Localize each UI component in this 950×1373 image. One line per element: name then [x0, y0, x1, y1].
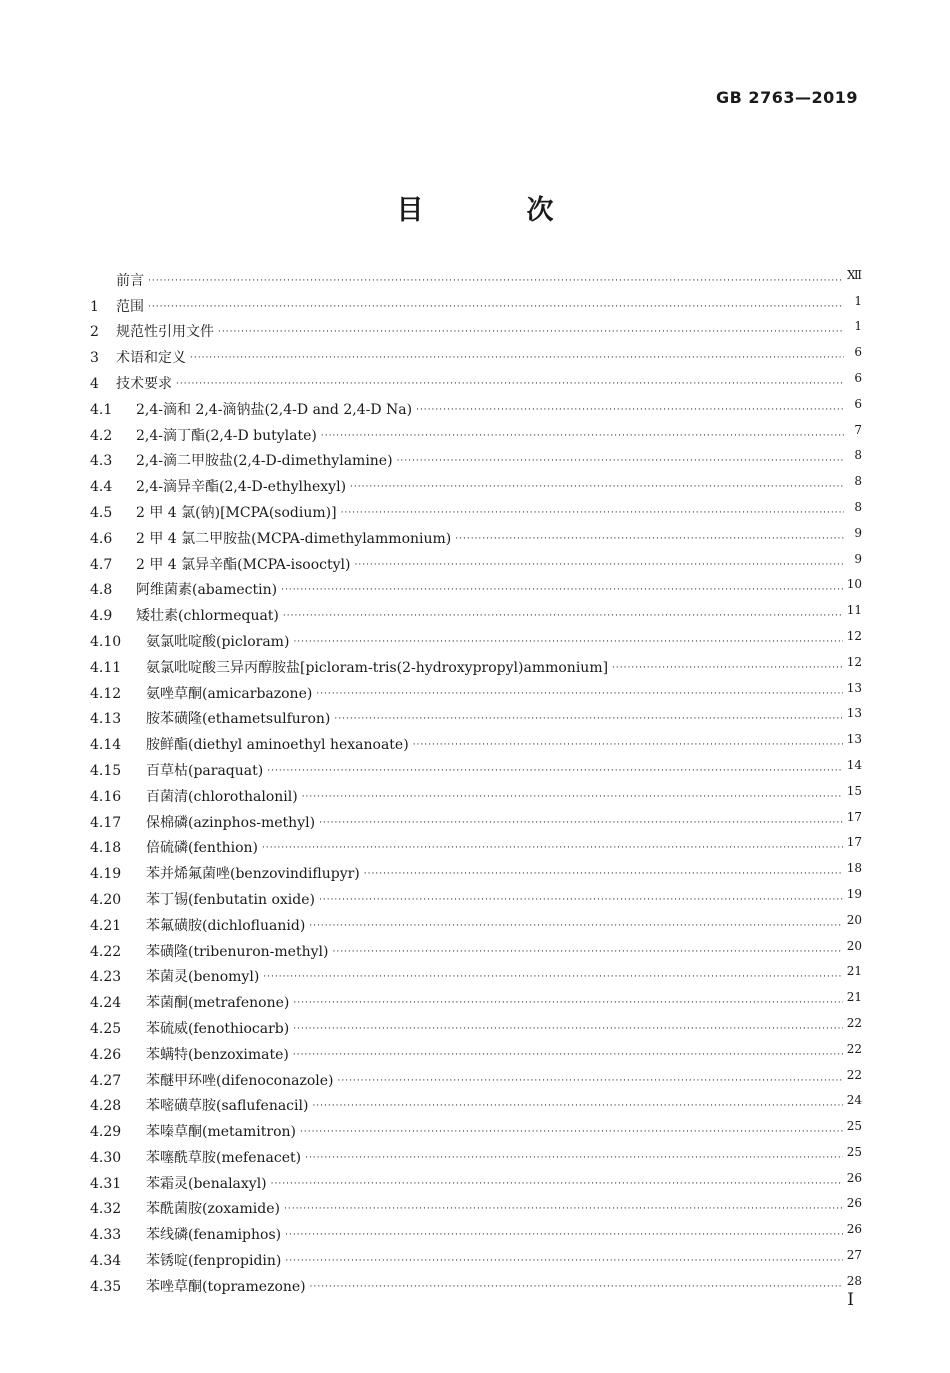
toc-entry-page: 22	[846, 1041, 862, 1056]
toc-leader-dots	[312, 1100, 842, 1115]
toc-entry-page: 25	[846, 1119, 862, 1134]
toc-entry-title: 苯硫威(fenothiocarb)	[146, 1020, 290, 1037]
toc-leader-dots	[218, 326, 844, 341]
toc-leader-dots	[302, 791, 843, 806]
toc-entry-number: 4.8	[90, 582, 113, 599]
toc-entry[interactable]	[90, 1064, 862, 1090]
toc-entry-page: 9	[854, 551, 862, 566]
toc-entry[interactable]	[90, 393, 862, 419]
toc-entry-page: 26	[846, 1196, 862, 1211]
toc-entry[interactable]	[90, 754, 862, 780]
toc-entry[interactable]	[90, 806, 862, 832]
toc-leader-dots	[334, 713, 842, 728]
toc-entry-page: 14	[846, 757, 862, 772]
toc-entry-title: 阿维菌素(abamectin)	[136, 582, 278, 599]
toc-entry-page: 12	[846, 654, 862, 669]
toc-entry-page: 20	[846, 938, 862, 953]
toc-entry-title: 规范性引用文件	[116, 324, 214, 341]
toc-leader-dots	[176, 378, 844, 393]
toc-leader-dots	[263, 971, 842, 986]
toc-entry[interactable]	[90, 909, 862, 935]
toc-leader-dots	[148, 275, 843, 290]
toc-entry-page: 26	[846, 1222, 862, 1237]
toc-entry-number: 4.28	[90, 1098, 122, 1115]
toc-entry-page: 24	[846, 1093, 862, 1108]
toc-entry-title: 术语和定义	[116, 350, 186, 367]
toc-leader-dots	[281, 584, 843, 599]
toc-entry[interactable]	[90, 883, 862, 909]
toc-entry-number: 4.35	[90, 1278, 122, 1295]
toc-entry-title: 苯螨特(benzoximate)	[146, 1046, 289, 1063]
toc-entry-title: 2,4-滴丁酯(2,4-D butylate)	[136, 427, 317, 444]
toc-leader-dots	[267, 765, 842, 780]
toc-entry-title: 2,4-滴二甲胺盐(2,4-D-dimethylamine)	[136, 453, 393, 470]
toc-entry[interactable]	[90, 1244, 862, 1270]
toc-entry-number: 4.11	[90, 659, 122, 676]
toc-entry-page: 21	[846, 990, 862, 1005]
toc-entry-number: 4.22	[90, 943, 122, 960]
toc-entry-title: 前言	[116, 272, 144, 289]
toc-entry-page: 20	[846, 912, 862, 927]
toc-entry-page: 12	[846, 628, 862, 643]
toc-entry-number: 4.23	[90, 969, 122, 986]
toc-entry[interactable]	[90, 1167, 862, 1193]
toc-entry-page: 17	[846, 835, 862, 850]
toc-entry-number: 4.27	[90, 1072, 122, 1089]
toc-entry-page: 8	[854, 448, 862, 463]
toc-entry-number: 4.1	[90, 401, 113, 418]
toc-entry-page: 7	[854, 422, 862, 437]
toc-entry[interactable]	[90, 470, 862, 496]
toc-entry-title: 矮壮素(chlormequat)	[136, 608, 279, 625]
toc-entry-page: 6	[854, 370, 862, 385]
toc-leader-dots	[341, 507, 844, 522]
toc-entry-title: 倍硫磷(fenthion)	[146, 840, 258, 857]
toc-entry[interactable]	[90, 961, 862, 987]
toc-entry-number: 4.13	[90, 711, 122, 728]
toc-entry-page: 6	[854, 396, 862, 411]
toc-entry[interactable]	[90, 574, 862, 600]
toc-entry[interactable]	[90, 1115, 862, 1141]
toc-entry-title: 氨唑草酮(amicarbazone)	[146, 685, 313, 702]
toc-entry-page: 1	[854, 319, 862, 334]
toc-entry-number: 4.2	[90, 427, 113, 444]
toc-entry-page: 28	[846, 1273, 862, 1288]
toc-entry-page: 13	[846, 680, 862, 695]
toc-entry-number: 2	[90, 324, 99, 341]
toc-entry[interactable]	[90, 1090, 862, 1116]
toc-leader-dots	[285, 1255, 842, 1270]
toc-entry-number: 4.15	[90, 762, 122, 779]
toc-entry-title: 范围	[116, 298, 144, 315]
toc-entry-title: 苯菌酮(metrafenone)	[146, 995, 290, 1012]
toc-leader-dots	[300, 1126, 843, 1141]
toc-entry[interactable]	[90, 986, 862, 1012]
toc-entry-title: 苯嘧磺草胺(saflufenacil)	[146, 1098, 309, 1115]
toc-entry-page: 18	[846, 861, 862, 876]
toc-entry-page: 1	[854, 293, 862, 308]
toc-entry-page: 26	[846, 1170, 862, 1185]
toc-entry-title: 技术要求	[116, 375, 172, 392]
toc-entry-number: 4.9	[90, 608, 113, 625]
toc-entry-number: 3	[90, 350, 99, 367]
toc-entry-page: 8	[854, 474, 862, 489]
toc-entry-page: 25	[846, 1144, 862, 1159]
toc-entry[interactable]	[90, 703, 862, 729]
toc-entry-page: 9	[854, 525, 862, 540]
toc-leader-dots	[319, 817, 843, 832]
toc-entry-page: 10	[846, 577, 862, 592]
toc-leader-dots	[413, 739, 843, 754]
toc-entry[interactable]	[90, 496, 862, 522]
toc-leader-dots	[305, 1152, 843, 1167]
toc-entry[interactable]	[90, 316, 862, 342]
toc-entry-title: 2,4-滴和 2,4-滴钠盐(2,4-D and 2,4-D Na)	[136, 401, 413, 418]
toc-entry-number: 4.14	[90, 737, 122, 754]
toc-leader-dots	[397, 455, 844, 470]
toc-leader-dots	[612, 662, 843, 677]
toc-entry-number: 4.24	[90, 995, 122, 1012]
toc-entry[interactable]	[90, 367, 862, 393]
toc-entry-title: 氨氯吡啶酸三异丙醇胺盐[picloram-tris(2-hydroxypropyl)ammonium]	[146, 659, 609, 676]
toc-entry[interactable]	[90, 264, 862, 290]
toc-entry[interactable]	[90, 1012, 862, 1038]
toc-entry-number: 4.33	[90, 1227, 122, 1244]
toc-leader-dots	[284, 1203, 843, 1218]
toc-entry-title: 苯酰菌胺(zoxamide)	[146, 1201, 280, 1218]
toc-entry-page: 27	[846, 1248, 862, 1263]
toc-entry-title: 苯磺隆(tribenuron-methyl)	[146, 943, 329, 960]
toc-entry[interactable]	[90, 1141, 862, 1167]
toc-entry-number: 4.6	[90, 530, 113, 547]
toc-entry[interactable]	[90, 341, 862, 367]
toc-entry-title: 苯锈啶(fenpropidin)	[146, 1253, 282, 1270]
toc-entry-page: 11	[846, 603, 862, 618]
toc-entry-page: 13	[846, 706, 862, 721]
toc-entry-page: 21	[846, 964, 862, 979]
toc-entry-number: 4.26	[90, 1046, 122, 1063]
toc-entry-title: 胺鲜酯(diethyl aminoethyl hexanoate)	[146, 737, 409, 754]
toc-leader-dots	[190, 352, 844, 367]
toc-leader-dots	[283, 610, 843, 625]
toc-entry-page: 22	[846, 1067, 862, 1082]
toc-entry-title: 苯醚甲环唑(difenoconazole)	[146, 1072, 334, 1089]
toc-entry[interactable]	[90, 935, 862, 961]
toc-entry-number: 4.5	[90, 504, 113, 521]
toc-leader-dots	[262, 842, 843, 857]
toc-entry-title: 苯线磷(fenamiphos)	[146, 1227, 282, 1244]
toc-leader-dots	[316, 688, 842, 703]
toc-entry-title: 苯唑草酮(topramezone)	[146, 1278, 306, 1295]
toc-entry-number: 4.17	[90, 814, 122, 831]
table-of-contents	[90, 264, 862, 1296]
toc-leader-dots	[321, 430, 844, 445]
toc-entry-number: 4.16	[90, 788, 122, 805]
toc-leader-dots	[364, 868, 843, 883]
toc-entry[interactable]	[90, 290, 862, 316]
toc-entry-number: 4.4	[90, 479, 113, 496]
toc-entry[interactable]	[90, 1270, 862, 1296]
toc-leader-dots	[293, 1049, 843, 1064]
toc-entry-number: 4.3	[90, 453, 113, 470]
toc-leader-dots	[455, 533, 844, 548]
toc-entry-page: 8	[854, 499, 862, 514]
toc-entry[interactable]	[90, 548, 862, 574]
toc-entry-number: 4.34	[90, 1253, 122, 1270]
toc-entry[interactable]	[90, 1193, 862, 1219]
toc-entry-title: 苯嗪草酮(metamitron)	[146, 1124, 296, 1141]
toc-entry[interactable]	[90, 1218, 862, 1244]
toc-entry[interactable]	[90, 445, 862, 471]
toc-entry-title: 苯并烯氟菌唑(benzovindiflupyr)	[146, 866, 360, 883]
toc-entry-title: 百草枯(paraquat)	[146, 762, 264, 779]
toc-entry-number: 4.20	[90, 891, 122, 908]
toc-entry-page: 13	[846, 732, 862, 747]
toc-entry-title: 苯霜灵(benalaxyl)	[146, 1175, 267, 1192]
toc-entry-title: 苯氟磺胺(dichlofluanid)	[146, 917, 306, 934]
toc-entry[interactable]	[90, 419, 862, 445]
toc-entry-page: 6	[854, 345, 862, 360]
toc-leader-dots	[354, 559, 844, 574]
toc-entry-title: 2 甲 4 氯二甲胺盐(MCPA-dimethylammonium)	[136, 530, 452, 547]
toc-entry-title: 苯噻酰草胺(mefenacet)	[146, 1149, 302, 1166]
page-number: Ⅰ	[847, 1290, 854, 1310]
toc-entry-page: 19	[846, 886, 862, 901]
toc-leader-dots	[319, 894, 843, 909]
toc-leader-dots	[293, 997, 842, 1012]
toc-entry-page: 15	[846, 783, 862, 798]
toc-entry[interactable]	[90, 780, 862, 806]
toc-entry[interactable]	[90, 677, 862, 703]
standard-number: GB 2763—2019	[716, 88, 858, 107]
toc-entry-title: 胺苯磺隆(ethametsulfuron)	[146, 711, 331, 728]
toc-entry-number: 1	[90, 298, 99, 315]
toc-entry-number: 4.25	[90, 1020, 122, 1037]
toc-entry-page: 17	[846, 809, 862, 824]
page-title: 目 次	[396, 195, 592, 226]
toc-entry[interactable]	[90, 651, 862, 677]
toc-entry-title: 2 甲 4 氯(钠)[MCPA(sodium)]	[136, 504, 337, 521]
toc-leader-dots	[309, 920, 842, 935]
toc-leader-dots	[337, 1075, 842, 1090]
toc-leader-dots	[285, 1229, 843, 1244]
toc-entry[interactable]	[90, 1038, 862, 1064]
toc-leader-dots	[148, 301, 844, 316]
toc-leader-dots	[271, 1178, 843, 1193]
toc-leader-dots	[332, 946, 842, 961]
toc-entry[interactable]	[90, 522, 862, 548]
toc-entry-number: 4.19	[90, 866, 122, 883]
toc-entry-number: 4.18	[90, 840, 122, 857]
toc-entry[interactable]	[90, 728, 862, 754]
toc-entry-number: 4.10	[90, 633, 122, 650]
toc-entry-number: 4.29	[90, 1124, 122, 1141]
toc-leader-dots	[293, 1023, 842, 1038]
toc-entry-number: 4.32	[90, 1201, 122, 1218]
toc-entry-number: 4.30	[90, 1149, 122, 1166]
toc-entry-number: 4.31	[90, 1175, 122, 1192]
toc-entry[interactable]	[90, 599, 862, 625]
toc-entry-title: 氨氯吡啶酸(picloram)	[146, 633, 290, 650]
toc-entry[interactable]	[90, 625, 862, 651]
toc-leader-dots	[350, 481, 844, 496]
toc-entry-title: 苯丁锡(fenbutatin oxide)	[146, 891, 315, 908]
toc-leader-dots	[416, 404, 844, 419]
toc-entry-number: 4.21	[90, 917, 122, 934]
toc-entry-title: 2,4-滴异辛酯(2,4-D-ethylhexyl)	[136, 479, 347, 496]
toc-entry-number: 4.12	[90, 685, 122, 702]
toc-entry-page: 22	[846, 1015, 862, 1030]
toc-entry[interactable]	[90, 857, 862, 883]
toc-entry-number: 4	[90, 375, 99, 392]
toc-entry-page: Ⅻ	[846, 267, 862, 282]
toc-entry[interactable]	[90, 832, 862, 858]
toc-entry-number: 4.7	[90, 556, 113, 573]
toc-entry-title: 百菌清(chlorothalonil)	[146, 788, 298, 805]
toc-leader-dots	[293, 636, 842, 651]
toc-leader-dots	[310, 1281, 843, 1296]
toc-entry-title: 保棉磷(azinphos-methyl)	[146, 814, 316, 831]
toc-entry-title: 苯菌灵(benomyl)	[146, 969, 260, 986]
toc-entry-title: 2 甲 4 氯异辛酯(MCPA-isooctyl)	[136, 556, 351, 573]
